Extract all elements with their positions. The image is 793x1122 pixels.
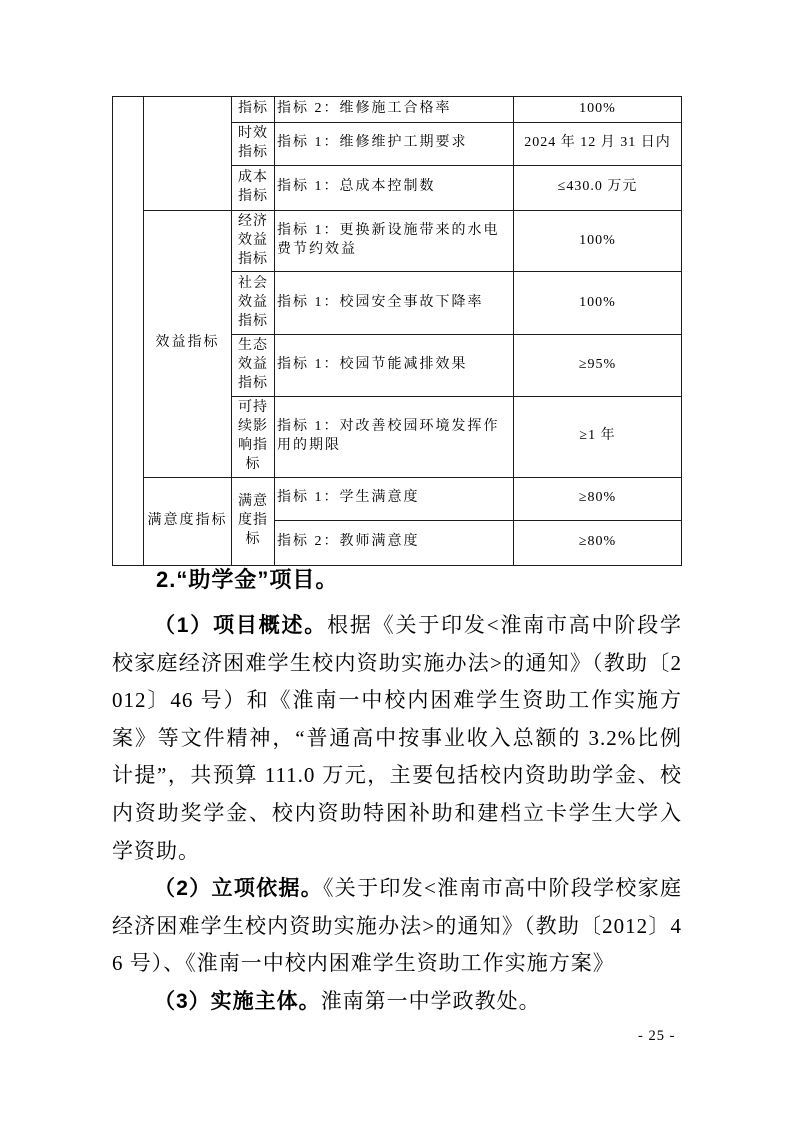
cell-category-satisfaction: 满意度指标 — [144, 477, 232, 565]
cell-subcategory: 可持续影响指标 — [232, 397, 275, 478]
cell-value: 100% — [514, 210, 682, 272]
paragraph-body-implementer: 淮南第一中学政教处。 — [320, 988, 541, 1013]
section-heading: 2.“助学金”项目。 — [156, 567, 339, 592]
table-row — [113, 477, 682, 520]
cell-indicator: 指标 1：总成本控制数 — [275, 165, 514, 210]
performance-indicators-table — [112, 96, 682, 566]
cell-indicator: 指标 1：学生满意度 — [275, 477, 514, 520]
paragraph-project-basis — [112, 870, 682, 983]
table-row — [113, 97, 682, 123]
cell-subcategory: 指标 — [232, 97, 275, 123]
cell-value: 100% — [514, 272, 682, 335]
cell-value: ≥80% — [514, 477, 682, 520]
cell-category-continued — [144, 97, 232, 211]
cell-subcategory: 生态效益指标 — [232, 335, 275, 397]
cell-subcategory: 时效指标 — [232, 123, 275, 166]
cell-value: 2024 年 12 月 31 日内 — [514, 123, 682, 166]
cell-value: ≥80% — [514, 520, 682, 565]
table-row — [113, 210, 682, 272]
paragraph-implementer — [112, 983, 682, 1021]
cell-indicator: 指标 1：更换新设施带来的水电费节约效益 — [275, 210, 514, 272]
cell-value: 100% — [514, 97, 682, 123]
cell-indicator: 指标 1：校园安全事故下降率 — [275, 272, 514, 335]
cell-indicator: 指标 1：校园节能减排效果 — [275, 335, 514, 397]
cell-indicator: 指标 2：维修施工合格率 — [275, 97, 514, 123]
section-content — [112, 556, 682, 1021]
paragraph-body-overview: 根据《关于印发<淮南市高中阶段学校家庭经济困难学生校内资助实施办法>的通知》（教助〔2012〕46 号）和《淮南一中校内困难学生资助工作实施方案》等文件精神，“普通高中按事业收入总额的 3.2%比例计提”，共预算 111.0 万元，主要包括校内资助助学金、校内资助奖学金、校内资助特困补助和建档立卡学生大学入学资助。 — [112, 613, 682, 863]
paragraph-project-overview — [112, 607, 682, 870]
cell-subcategory: 成本指标 — [232, 165, 275, 210]
cell-indicator: 指标 1：对改善校园环境发挥作用的期限 — [275, 397, 514, 478]
cell-subcategory: 经济效益指标 — [232, 210, 275, 272]
page-number: - 25 - — [638, 1028, 676, 1044]
cell-subcategory-satisfaction: 满意度指标 — [232, 477, 275, 565]
paragraph-lead-overview: （1）项目概述。 — [154, 614, 328, 637]
cell-left-spacer — [113, 97, 144, 566]
paragraph-body-basis: 《关于印发<淮南市高中阶段学校家庭经济困难学生校内资助实施办法>的通知》（教助〔2012〕46 号）、《淮南一中校内困难学生资助工作实施方案》 — [112, 876, 683, 976]
cell-indicator: 指标 2：教师满意度 — [275, 520, 514, 565]
cell-value: ≥1 年 — [514, 397, 682, 478]
paragraph-lead-basis: （2）立项依据。 — [154, 877, 324, 901]
cell-category-benefit: 效益指标 — [144, 210, 232, 477]
cell-subcategory: 社会效益指标 — [232, 272, 275, 335]
cell-value: ≤430.0 万元 — [514, 165, 682, 210]
paragraph-lead-implementer: （3）实施主体。 — [154, 989, 321, 1013]
cell-indicator: 指标 1：维修维护工期要求 — [275, 123, 514, 166]
cell-value: ≥95% — [514, 335, 682, 397]
